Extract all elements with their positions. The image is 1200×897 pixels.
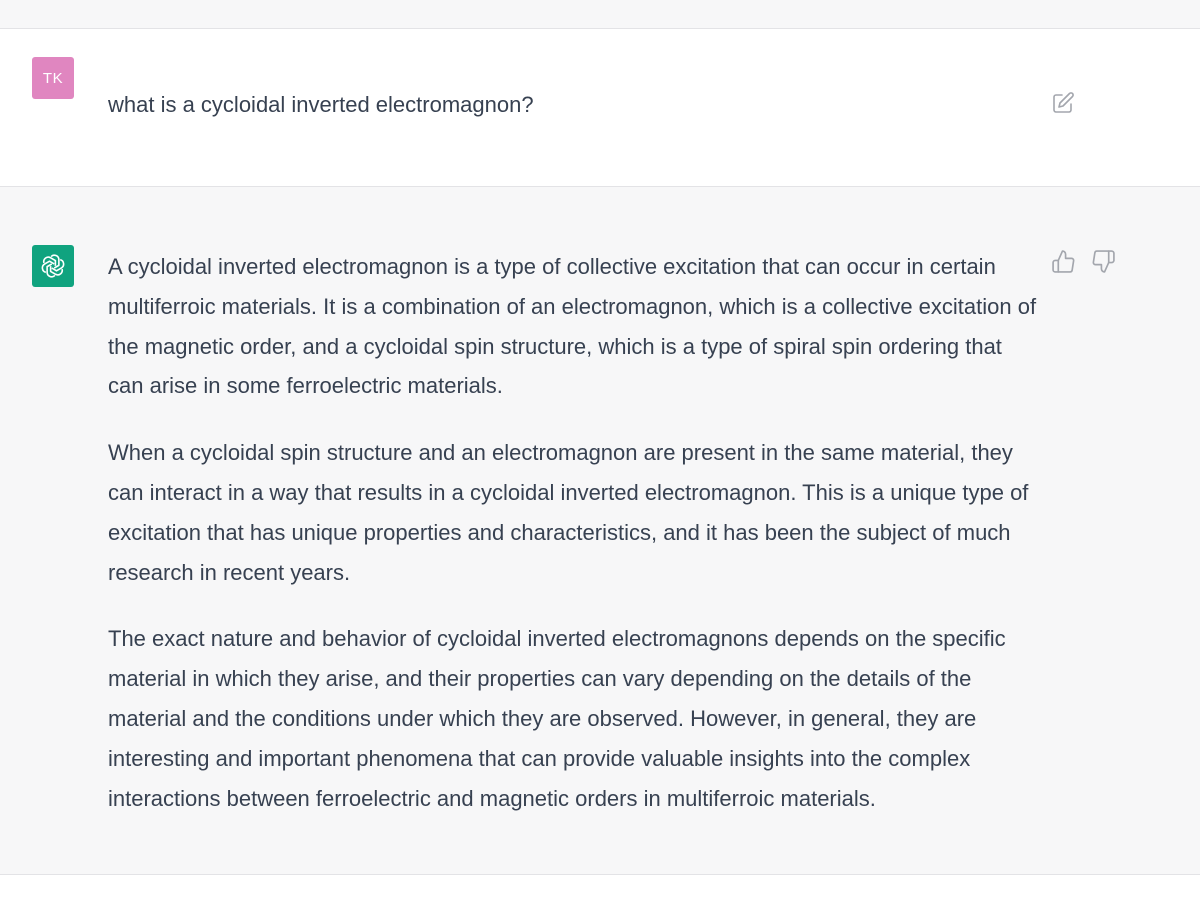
assistant-message-text <box>108 247 1043 845</box>
user-avatar-initials: TK <box>42 69 64 87</box>
assistant-avatar <box>32 245 74 287</box>
answer-paragraph-3: The exact nature and behavior of cycloidal inverted electromagnons depends on the specific material in which they arise, and their properties can vary depending on the details of the material and the conditions under which they are observed. However, in general, they are interesting and important phenomena that can provide valuable insights into the complex interactions between ferroelectric and magnetic orders in multiferroic materials. <box>108 626 1006 811</box>
user-avatar <box>32 57 74 99</box>
bottom-strip <box>0 875 1200 897</box>
thumbs-down-icon[interactable] <box>1091 249 1116 274</box>
thumbs-up-icon[interactable] <box>1051 249 1076 274</box>
edit-icon[interactable] <box>1051 91 1075 115</box>
top-strip <box>0 0 1200 29</box>
answer-paragraph-1: A cycloidal inverted electromagnon is a type of collective excitation that can occur in certain multiferroic materials. It is a combination of an electromagnon, which is a collective excitation of the magnetic order, and a cycloidal spin structure, which is a type of spiral spin ordering that can arise in some ferroelectric materials. <box>108 254 1037 399</box>
answer-paragraph-2: When a cycloidal spin structure and an electromagnon are present in the same material, they can interact in a way that results in a cycloidal inverted electromagnon. This is a unique type of excitation that has unique properties and characteristics, and it has been the subject of much research in recent years. <box>108 440 1029 585</box>
user-message-text: what is a cycloidal inverted electromagnon? <box>108 92 534 117</box>
openai-logo-icon <box>38 251 68 281</box>
